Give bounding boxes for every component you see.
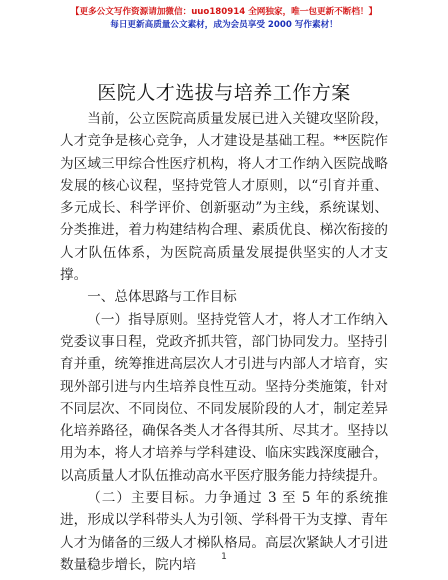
page-number: 1 [221,552,227,562]
document-title: 医院人才选拔与培养工作方案 [97,82,351,104]
main-goals-paragraph: （二）主要目标。力争通过 3 至 5 年的系统推进，形成以学科带头人为引领、学科骨干为支撑、青年人才为储备的三级人才梯队格局。高层次紧缺人才引进数量稳步增长，院内培 [60,490,388,573]
intro-paragraph: 当前，公立医院高质量发展已进入关键攻坚阶段，人才竞争是核心竞争，人才建设是基础工程。**医院作为区域三甲综合性医疗机构，将人才工作纳入医院战略发展的核心议程，坚持党管人才原则，以“引育并重、多元成长、科学评价、创新驱动”为主线，系统谋划、分类推进，着力构建结构合理、素质优良、梯次衔接的人才队伍体系，为医院高质量发展提供坚实的人才支撑。 [60,111,388,284]
promo-banner [0,6,448,32]
document-body [60,108,388,576]
section-heading: 一、总体思路与工作目标 [87,289,237,306]
promo-banner-line-1: 【更多公文写作资源请加微信：uuo180914 全网独家，唯一包更新不断档！】 [70,7,378,17]
promo-banner-line-2: 每日更新高质量公文素材，成为会员享受 2000 写作素材！ [110,20,338,30]
guiding-principles-paragraph: （一）指导原则。坚持党管人才，将人才工作纳入党委议事日程，党政齐抓共管，部门协同发力。坚持引育并重，统筹推进高层次人才引进与内部人才培育，实现外部引进与内生培养良性互动。坚持分类施策，针对不同层次、不同岗位、不同发展阶段的人才，制定差异化培养路径，确保各类人才各得其所、尽其才。坚持以用为本，将人才培养与学科建设、临床实践深度融合，以高质量人才队伍推动高水平医疗服务能力持续提升。 [60,311,388,484]
